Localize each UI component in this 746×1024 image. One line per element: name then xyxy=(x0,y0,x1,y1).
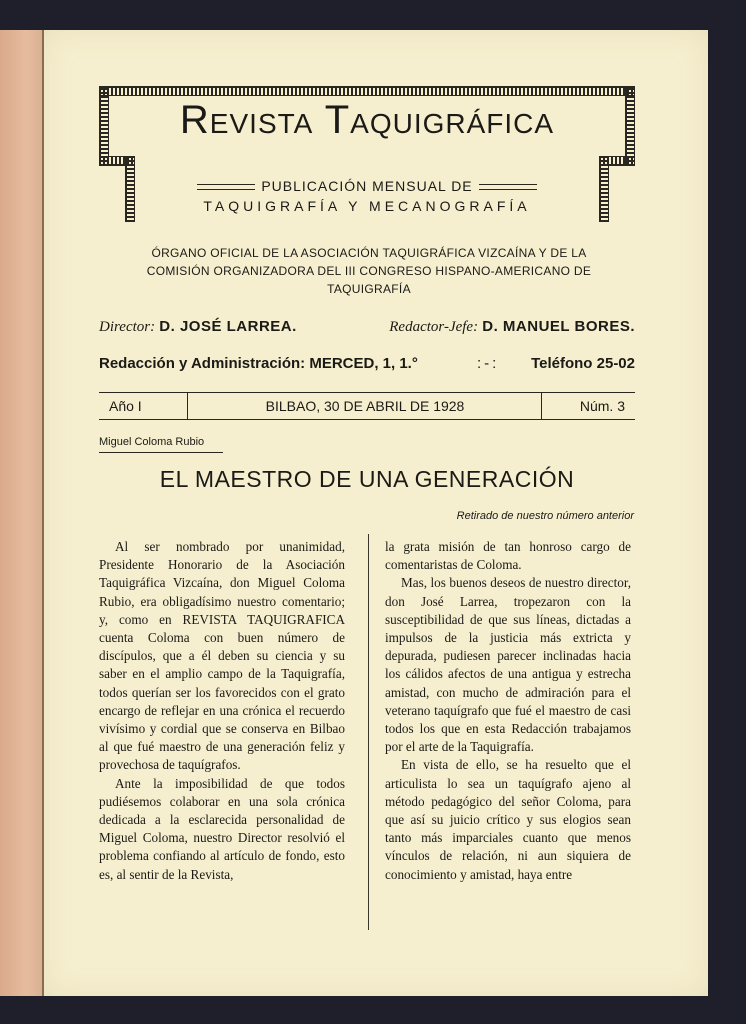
decorative-rule xyxy=(479,184,537,190)
paragraph: Mas, los buenos deseos de nuestro director, don José Larrea, tropezaron con la susceptibilidad de que sus líneas, dictadas a impulsos de la justicia más extricta y depurada, pudiesen parecer inclinadas hacia los cálidos afectos de una antigua y estrecha amistad, con mucho de admiración para el veterano taquígrafo que fué el maestro de casi todos los que en esta Redacción trabajamos por el arte de la Taquigrafía. xyxy=(385,575,631,755)
address-separator: :-: xyxy=(477,355,500,372)
issue-number: Núm. 3 xyxy=(579,398,625,414)
director-label: Director: xyxy=(99,319,156,335)
article-author: Miguel Coloma Rubio xyxy=(99,436,223,453)
magazine-page xyxy=(44,30,708,996)
organo-line-1: ÓRGANO OFICIAL DE LA ASOCIACIÓN TAQUIGRÁFICA VIZCAÍNA Y DE LA xyxy=(151,246,587,260)
masthead-frame-top xyxy=(99,86,635,96)
staff-line xyxy=(99,318,635,338)
organo-line-2: COMISIÓN ORGANIZADORA DEL III CONGRESO HISPANO-AMERICANO DE xyxy=(146,264,592,278)
redactor-name: D. MANUEL BORES. xyxy=(482,318,635,335)
paragraph: En vista de ello, se ha resuelto que el articulista lo sea un taquígrafo ajeno al método pedagógico del señor Coloma, para que así su juicio crítico y sus elogios sean tanto más imparciales cuanto que menos vínculos de relación, ni aun siquiera de conocimiento y amistad, haya entre xyxy=(385,757,631,882)
paragraph: la grata misión de tan honroso cargo de comentaristas de Coloma. xyxy=(385,539,631,573)
issue-date: BILBAO, 30 DE ABRIL DE 1928 xyxy=(265,398,465,414)
director xyxy=(99,318,297,336)
subtitle-text-1: PUBLICACIÓN MENSUAL DE xyxy=(261,178,473,194)
decorative-rule xyxy=(197,184,255,190)
issue-bar xyxy=(99,392,635,420)
article-note: Retirado de nuestro número anterior xyxy=(456,510,634,522)
column-divider xyxy=(368,534,369,930)
organo-line-3: TAQUIGRAFÍA xyxy=(327,282,411,296)
redactor-jefe xyxy=(389,318,635,336)
article-headline: EL MAESTRO DE UNA GENERACIÓN xyxy=(159,466,575,492)
magazine-title: Revista Taquigráfica xyxy=(179,98,555,142)
address-line xyxy=(99,355,635,372)
subtitle-line-1 xyxy=(99,178,635,194)
director-name: D. JOSÉ LARREA. xyxy=(159,318,297,335)
phone-number: Teléfono 25-02 xyxy=(531,355,635,372)
issue-divider xyxy=(541,393,542,419)
paragraph: Al ser nombrado por unanimidad, Presidente Honorario de la Asociación Taquigráfica Vizcaína, don Miguel Coloma Rubio, era obligadísimo nuestro comentario; y, como en REVISTA TAQUIGRAFICA cuenta Coloma con buen número de discípulos, que a él deben su ciencia y su saber en el amplio campo de la Taquigrafía, todos querían ser los favorecidos con el grato encargo de reflejar en una crónica el recuerdo vivísimo y cordial que se conserva en Bilbao al que fué maestro de una generación feliz y provechosa de taquígrafos. xyxy=(99,539,345,773)
paragraph: Ante la imposibilidad de que todos pudiésemos colaborar en una sola crónica dedicada a la esclarecida personalidad de Miguel Coloma, nuestro Director resolvió el problema confiando al artículo de fondo, esto es, al sentir de la Revista, xyxy=(99,775,345,882)
article-column-2 xyxy=(385,538,631,884)
adjacent-page-edge xyxy=(0,30,44,996)
redactor-label: Redactor-Jefe: xyxy=(389,319,479,335)
article-column-1 xyxy=(99,538,345,884)
masthead xyxy=(99,86,635,222)
subtitle-line-2: TAQUIGRAFÍA Y MECANOGRAFÍA xyxy=(203,198,531,214)
issue-year: Año I xyxy=(109,398,142,414)
official-organ-notice xyxy=(104,244,634,298)
issue-divider xyxy=(187,393,188,419)
address-text: Redacción y Administración: MERCED, 1, 1.° xyxy=(99,355,418,372)
